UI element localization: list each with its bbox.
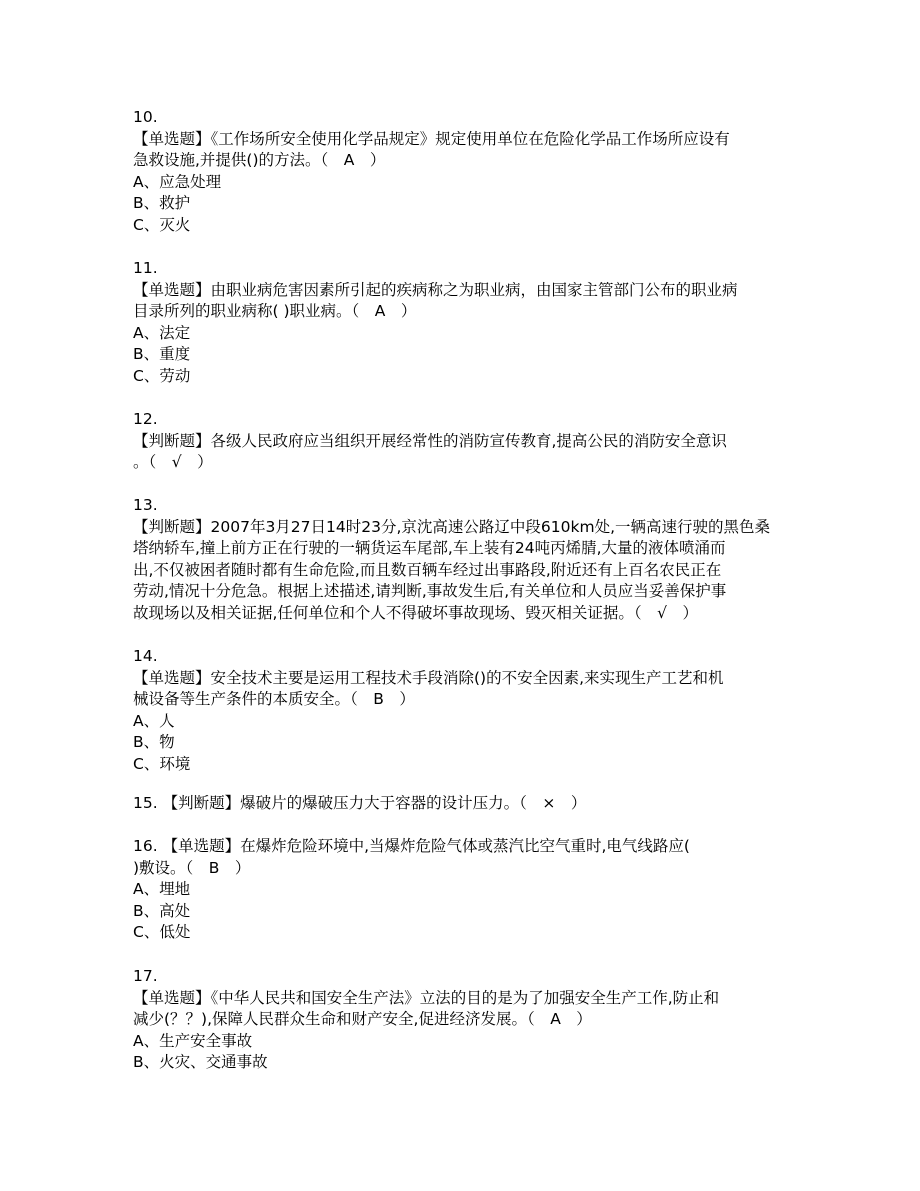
question-text: 【单选题】安全技术主要是运用工程技术手段消除()的不安全因素,来实现生产工艺和机 (133, 668, 724, 687)
question-text: 塔纳轿车,撞上前方正在行驶的一辆货运车尾部,车上装有24吨丙烯腈,大量的液体喷涌而 (133, 539, 726, 558)
question-10 (133, 107, 793, 237)
question-number: 13. (133, 496, 158, 514)
question-text: 出,不仅被困者随时都有生命危险,而且数百辆车经过出事路段,附近还有上百名农民正在 (133, 560, 722, 579)
question-number: 12. (133, 410, 158, 428)
option-c: C、环境 (133, 754, 191, 773)
question-text: 16. 【单选题】在爆炸危险环境中,当爆炸危险气体或蒸汽比空气重时,电气线路应( (133, 837, 690, 855)
question-text: 【判断题】各级人民政府应当组织开展经常性的消防宣传教育,提高公民的消防安全意识 (133, 431, 727, 450)
option-a: A、人 (133, 711, 175, 730)
question-17 (133, 966, 793, 1074)
question-12 (133, 409, 793, 474)
option-c: C、低处 (133, 923, 191, 942)
question-number: 14. (133, 647, 158, 665)
question-text: 【判断题】2007年3月27日14时23分,京沈高速公路辽中段610km处,一辆高速行驶的黑色桑 (133, 517, 770, 536)
question-13 (133, 495, 793, 625)
question-text: 械设备等生产条件的本质安全。（ B ） (133, 690, 415, 709)
question-15 (133, 793, 793, 815)
question-14 (133, 646, 793, 776)
question-text: )敷设。（ B ） (133, 858, 251, 877)
option-a: A、应急处理 (133, 172, 222, 191)
option-b: B、救护 (133, 194, 191, 213)
option-b: B、重度 (133, 345, 191, 364)
option-b: B、高处 (133, 901, 191, 920)
question-text: 【单选题】《中华人民共和国安全生产法》立法的目的是为了加强安全生产工作,防止和 (133, 988, 720, 1007)
option-b: B、火灾、交通事故 (133, 1053, 268, 1072)
question-text: 急救设施,并提供()的方法。（ A ） (133, 151, 386, 170)
question-text: 【单选题】《工作场所安全使用化学品规定》规定使用单位在危险化学品工作场所应设有 (133, 129, 730, 148)
option-a: A、法定 (133, 323, 191, 342)
question-text: 【单选题】由职业病危害因素所引起的疾病称之为职业病，由国家主管部门公布的职业病 (133, 280, 738, 299)
option-b: B、物 (133, 733, 175, 752)
question-11 (133, 258, 793, 388)
question-text: 目录所列的职业病称( )职业病。（ A ） (133, 302, 417, 321)
question-text: 劳动,情况十分危急。根据上述描述,请判断,事故发生后,有关单位和人员应当妥善保护事 (133, 582, 727, 601)
question-text: 。（ √ ） (133, 453, 213, 472)
question-number: 17. (133, 967, 158, 985)
option-c: C、灭火 (133, 215, 191, 234)
question-text: 故现场以及相关证据,任何单位和个人不得破坏事故现场、毁灭相关证据。（ √ ） (133, 603, 699, 622)
question-16 (133, 836, 793, 944)
option-a: A、埋地 (133, 880, 191, 899)
question-text: 减少(？？),保障人民群众生命和财产安全,促进经济发展。（ A ） (133, 1010, 592, 1029)
option-a: A、生产安全事故 (133, 1031, 253, 1050)
question-number: 11. (133, 259, 158, 277)
question-number: 10. (133, 108, 158, 126)
option-c: C、劳动 (133, 366, 191, 385)
question-text: 15. 【判断题】爆破片的爆破压力大于容器的设计压力。（ × ） (133, 794, 587, 812)
